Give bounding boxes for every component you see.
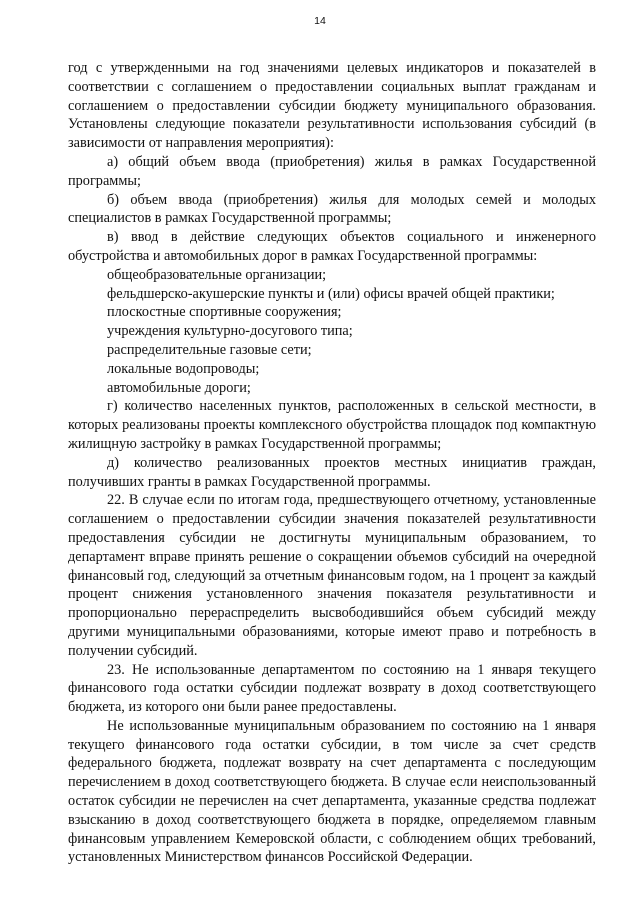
document-body (68, 59, 596, 867)
list-item: плоскостные спортивные сооружения; (107, 304, 342, 321)
page-number: 14 (314, 15, 326, 27)
list-item: учреждения культурно-досугового типа; (107, 323, 353, 340)
paragraph-item-g: г) количество населенных пунктов, расположенных в сельской местности, в которых реализованы проекты комплексного обустройства площадок под компактную жилищную застройку в рамках Государственной программы; (68, 398, 596, 452)
list-item: распределительные газовые сети; (107, 341, 312, 358)
list-item: фельдшерско-акушерские пункты и (или) офисы врачей общей практики; (107, 285, 555, 302)
list-item: локальные водопроводы; (107, 360, 260, 377)
paragraph-item-a: а) общий объем ввода (приобретения) жилья в рамках Государственной программы; (68, 153, 596, 189)
list-item: автомобильные дороги; (107, 379, 251, 396)
paragraph-clause-23: 23. Не использованные департаментом по состоянию на 1 января текущего финансового года остатки субсидии подлежат возврату в доход соответствующего бюджета, из которого они были ранее предоставлены. (68, 661, 596, 716)
paragraph-clause-22: 22. В случае если по итогам года, предшествующего отчетному, установленные соглашением о предоставлении субсидии значения показателей результативности предоставления субсидии не достигнуты муниципальным образованием, то департамент вправе принять решение о сокращении объемов субсидий на очередной финансовый год, следующий за отчетным финансовым годом, на 1 процент за каждый процент снижения установленного значения показателя результативности и пропорционально перераспределить высвободившийся объем субсидий между другими муниципальными образованиями, которые имеют право и потребность в получении субсидий. (68, 492, 596, 659)
paragraph-clause-23-continued: Не использованные муниципальным образованием по состоянию на 1 января текущего финансового года остатки субсидии, в том числе за счет средств федерального бюджета, подлежат возврату на счет департамента с последующим перечислением в доход соответствующего бюджета. В случае если неиспользованный остаток субсидии не перечислен на счет департамента, указанные средства подлежат взысканию в доход соответствующего бюджета в порядке, определяемом главным финансовым управлением Кемеровской области, с соблюдением общих требований, установленных Министерством финансов Российской Федерации. (68, 717, 596, 866)
paragraph-item-v: в) ввод в действие следующих объектов социального и инженерного обустройства и автомобильных дорог в рамках Государственной программы: (68, 229, 596, 264)
list-item: общеобразовательные организации; (107, 266, 327, 283)
paragraph-item-d: д) количество реализованных проектов местных инициатив граждан, получивших гранты в рамках Государственной программы. (68, 454, 596, 490)
paragraph-continuation: год с утвержденными на год значениями целевых индикаторов и показателей в соответствии с соглашением о предоставлении социальных выплат гражданам и соглашением о предоставлении субсидии бюджету муниципального образования. Установлены следующие показатели результативности использования субсидий (в зависимости от направления мероприятия): (68, 60, 596, 152)
paragraph-item-b: б) объем ввода (приобретения) жилья для молодых семей и молодых специалистов в рамках Государственной программы; (68, 191, 596, 227)
